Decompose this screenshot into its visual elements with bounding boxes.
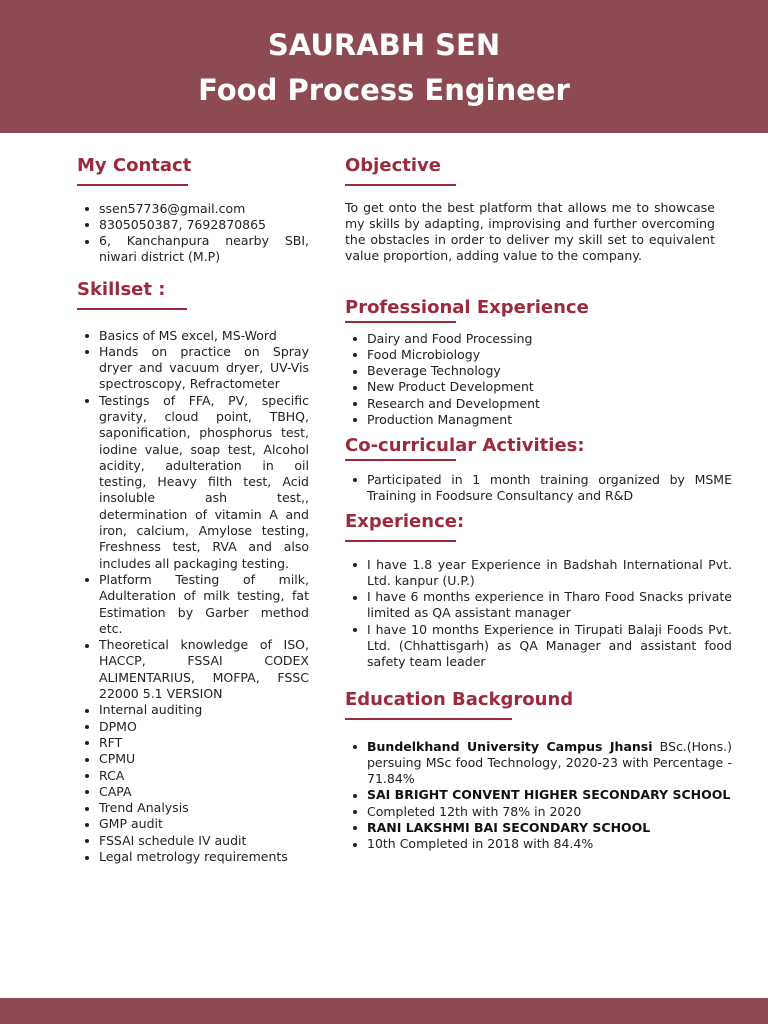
skill-item: Hands on practice on Spray dryer and vacuum dryer, UV-Vis spectroscopy, Refractometer — [99, 343, 309, 392]
objective-heading: Objective — [345, 155, 441, 176]
education-item: Completed 12th with 78% in 2020 — [367, 804, 732, 820]
experience-item: I have 6 months experience in Tharo Food Snacks private limited as QA assistant manager — [367, 589, 732, 621]
skill-item: Trend Analysis — [99, 800, 309, 816]
professional-item: Dairy and Food Processing — [367, 331, 732, 347]
education-item — [367, 739, 732, 788]
education-heading: Education Background — [345, 689, 574, 710]
professional-divider — [345, 321, 456, 323]
education-divider — [345, 718, 512, 720]
education-list — [345, 739, 732, 853]
skill-item: Testings of FFA, PV, specific gravity, cloud point, TBHQ, saponification, phosphorus test, iodine value, soap test, Alcohol acidity, adulteration in oil testing, Heavy filth test, Acid insoluble ash test,, determination of vitamin A and iron, calcium, Amylose testing, Freshness test, RVA and also includes all packaging testing. — [99, 392, 309, 571]
skill-item: CPMU — [99, 751, 309, 767]
contact-divider — [77, 184, 188, 186]
cocurricular-divider — [345, 459, 456, 461]
professional-item: Food Microbiology — [367, 347, 732, 363]
professional-item: Research and Development — [367, 396, 732, 412]
right-column — [345, 0, 732, 1000]
experience-item: I have 10 months Experience in Tirupati Balaji Foods Pvt. Ltd. (Chhattisgarh) as QA Manager and assistant food safety team leader — [367, 621, 732, 670]
skill-item: RCA — [99, 768, 309, 784]
skill-item: CAPA — [99, 784, 309, 800]
university-name: Bundelkhand University Campus Jhansi — [367, 738, 653, 754]
objective-section — [345, 154, 732, 265]
objective-text: To get onto the best platform that allows me to showcase my skills by adapting, improvising and further overcoming the obstacles in order to deliver my skill set to equivalent value proportion, adding value to the company. — [345, 199, 715, 264]
skill-item: GMP audit — [99, 816, 309, 832]
footer-banner — [0, 998, 768, 1024]
professional-list — [345, 331, 732, 429]
candidate-role: Food Process Engineer — [198, 73, 570, 107]
skill-item: Platform Testing of milk, Adulteration of milk testing, fat Estimation by Garber method etc. — [99, 571, 309, 636]
education-section — [345, 688, 732, 853]
experience-section — [345, 510, 732, 671]
professional-section — [345, 296, 732, 428]
experience-heading: Experience: — [345, 511, 465, 532]
skill-item: DPMO — [99, 719, 309, 735]
left-column — [77, 0, 309, 1000]
education-item: RANI LAKSHMI BAI SECONDARY SCHOOL — [367, 820, 732, 836]
skillset-divider — [77, 308, 187, 310]
cocurricular-item: Participated in 1 month training organized by MSME Training in Foodsure Consultancy and R&D — [367, 471, 732, 503]
contact-phone: 8305050387, 7692870865 — [99, 217, 309, 233]
education-item: 10th Completed in 2018 with 84.4% — [367, 836, 732, 852]
objective-divider — [345, 184, 456, 186]
contact-list — [77, 201, 309, 266]
skill-item: RFT — [99, 735, 309, 751]
skill-item: Internal auditing — [99, 702, 309, 718]
experience-list — [345, 557, 732, 671]
education-item: SAI BRIGHT CONVENT HIGHER SECONDARY SCHOOL — [367, 787, 731, 803]
professional-heading: Professional Experience — [345, 297, 589, 318]
cocurricular-heading: Co-curricular Activities: — [345, 435, 585, 456]
skill-item: Basics of MS excel, MS-Word — [99, 328, 309, 344]
professional-item: Production Managment — [367, 412, 732, 428]
contact-heading: My Contact — [77, 155, 192, 176]
skillset-heading: Skillset : — [77, 279, 166, 300]
cocurricular-list — [345, 472, 732, 505]
experience-item: I have 1.8 year Experience in Badshah International Pvt. Ltd. kanpur (U.P.) — [367, 556, 732, 588]
professional-item: Beverage Technology — [367, 363, 732, 379]
skill-item: Theoretical knowledge of ISO, HACCP, FSSAI CODEX ALIMENTARIUS, MOFPA, FSSC 22000 5.1 VERSION — [99, 637, 309, 702]
experience-divider — [345, 540, 456, 542]
contact-address: 6, Kanchanpura nearby SBI, niwari district (M.P) — [99, 233, 309, 265]
cocurricular-section — [345, 434, 732, 504]
contact-section — [77, 154, 309, 266]
university-detail: BSc.(Hons.) persuing MSc food Technology, 2020-23 with Percentage - 71.84% — [367, 738, 732, 787]
skillset-list — [77, 328, 309, 866]
skill-item: Legal metrology requirements — [99, 849, 309, 865]
skill-item: FSSAI schedule IV audit — [99, 833, 309, 849]
professional-item: New Product Development — [367, 379, 732, 395]
skillset-section — [77, 278, 309, 865]
candidate-name: SAURABH SEN — [267, 28, 501, 62]
contact-email: ssen57736@gmail.com — [99, 201, 309, 217]
